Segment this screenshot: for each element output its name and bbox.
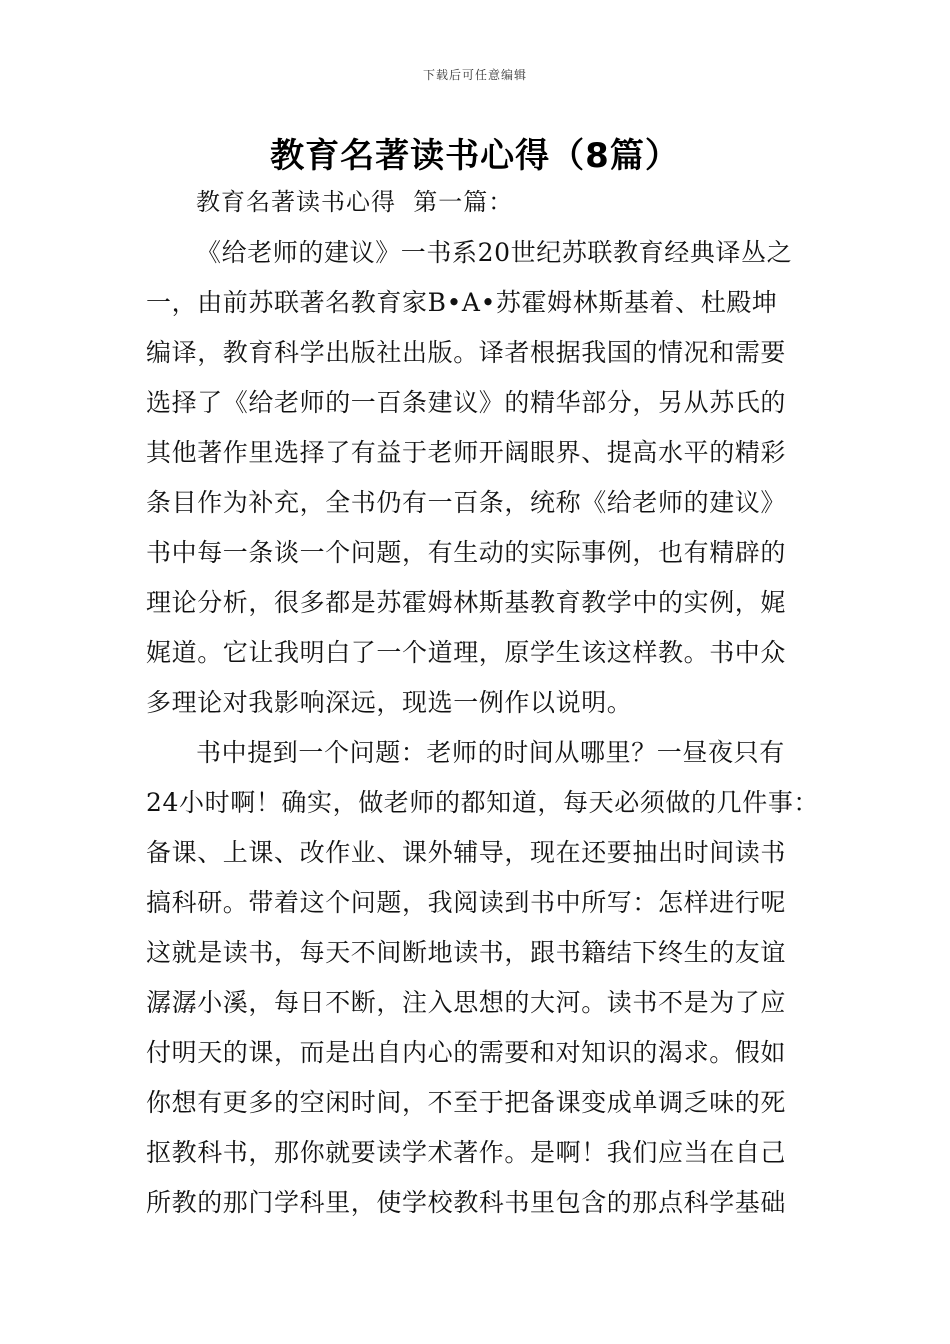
paragraph-2-line: 你想有更多的空闲时间，不至于把备课变成单调乏味的死: [146, 1088, 787, 1117]
paragraph-2-line: 所教的那门学科里，使学校教科书里包含的那点科学基础: [146, 1188, 787, 1217]
paragraph-1-line: 理论分析，很多都是苏霍姆林斯基教育教学中的实例，娓: [146, 588, 787, 617]
paragraph-1-line: 一，由前苏联著名教育家B•A•苏霍姆林斯基着、杜殿坤: [146, 288, 778, 317]
paragraph-1-line: 编译，教育科学出版社出版。译者根据我国的情况和需要: [146, 338, 787, 367]
paragraph-2-line: 付明天的课，而是出自内心的需要和对知识的渴求。假如: [146, 1038, 787, 1067]
paragraph-2-line: 书中提到一个问题：老师的时间从哪里？一昼夜只有: [196, 738, 785, 767]
paragraph-2-line: 这就是读书，每天不间断地读书，跟书籍结下终生的友谊: [146, 938, 787, 967]
document-title: 教育名著读书心得（8篇）: [270, 136, 680, 176]
paragraph-2-line: 搞科研。带着这个问题，我阅读到书中所写：怎样进行呢: [146, 888, 787, 917]
paragraph-1-line: 《给老师的建议》一书系20世纪苏联教育经典译丛之: [196, 238, 793, 267]
paragraph-1-line: 条目作为补充，全书仍有一百条，统称《给老师的建议》: [146, 488, 787, 517]
paragraph-1-line: 娓道。它让我明白了一个道理，原学生该这样教。书中众: [146, 638, 787, 667]
header-note: 下载后可任意编辑: [422, 68, 527, 82]
paragraph-1-line: 多理论对我影响深远，现选一例作以说明。: [146, 688, 633, 717]
paragraph-2-line: 备课、上课、改作业、课外辅导，现在还要抽出时间读书: [146, 838, 787, 867]
paragraph-2-line: 潺潺小溪，每日不断，注入思想的大河。读书不是为了应: [146, 988, 787, 1017]
paragraph-1-line: 书中每一条谈一个问题，有生动的实际事例，也有精辟的: [146, 538, 787, 567]
paragraph-2-line: 24小时啊！确实，做老师的都知道，每天必须做的几件事：: [146, 788, 820, 817]
paragraph-2-line: 抠教科书，那你就要读学术著作。是啊！我们应当在自己: [146, 1138, 787, 1167]
paragraph-1-line: 选择了《给老师的一百条建议》的精华部分，另从苏氏的: [146, 388, 787, 417]
paragraph-1-line: 其他著作里选择了有益于老师开阔眼界、提高水平的精彩: [146, 438, 787, 467]
section-heading: 教育名著读书心得 第一篇：: [196, 188, 514, 216]
